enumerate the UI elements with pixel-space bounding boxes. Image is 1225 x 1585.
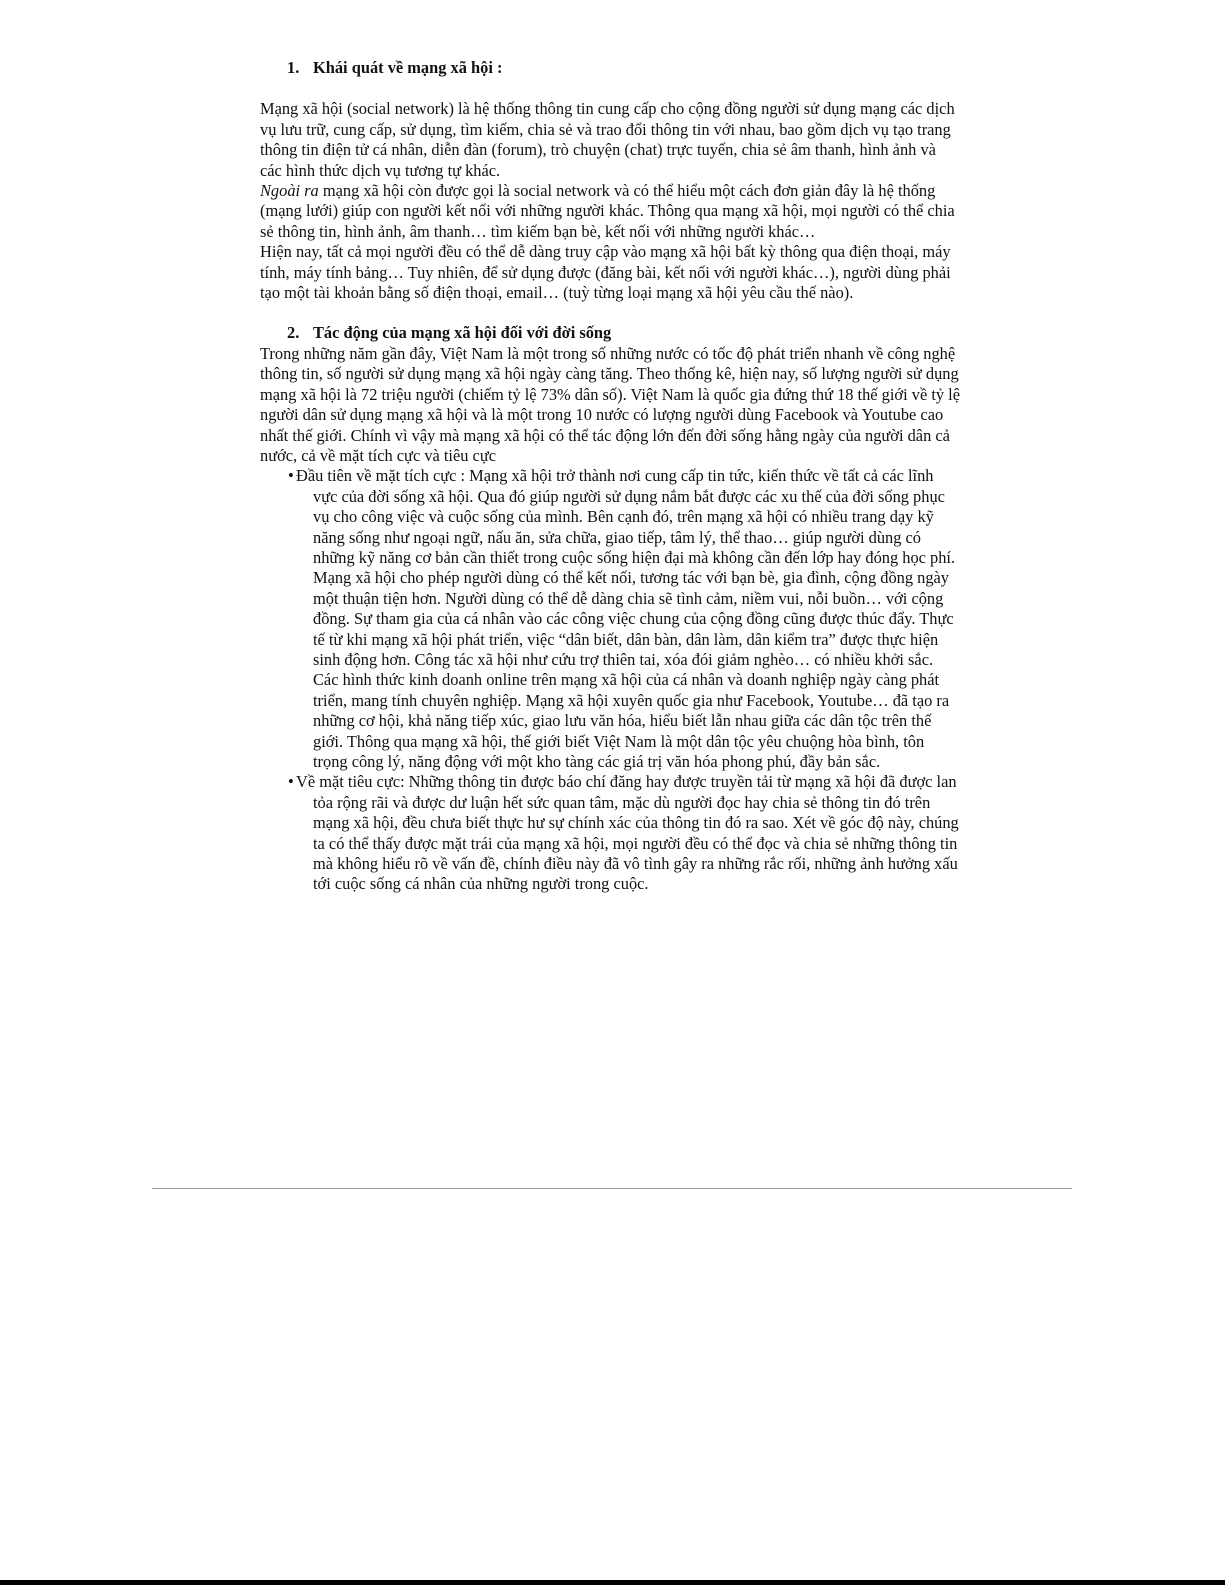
document-body — [260, 58, 960, 895]
section-number: 2. — [287, 323, 300, 343]
bottom-border — [0, 1580, 1225, 1585]
page-divider — [152, 1188, 1072, 1189]
section-title: Tác động của mạng xã hội đối với đời sống — [313, 323, 612, 343]
paragraph-impact-intro: Trong những năm gần đây, Việt Nam là một trong số những nước có tốc độ phát triển nhanh về công nghệ thông tin, số người sử dụng mạng xã hội ngày càng tăng. Theo thống kê, hiện nay, số lượng người sử dụng mạng xã hội là 72 triệu người (chiếm tỷ lệ 73% dân số). Việt Nam là quốc gia đứng thứ 18 thế giới về tỷ lệ người dân sử dụng mạng xã hội và là một trong 10 nước có lượng người dùng Facebook và Youtube cao nhất thế giới. Chính vì vậy mà mạng xã hội có thể tác động lớn đến đời sống hằng ngày của người dân cả nước, cả về mặt tích cực và tiêu cực — [260, 343, 960, 465]
section-heading-impact — [260, 323, 960, 343]
paragraph-text: mạng xã hội còn được gọi là social network và có thể hiểu một cách đơn giản đây là hệ thống (mạng lưới) giúp con người kết nối với những người khác. Thông qua mạng xã hội, mọi người có thể chia sẻ thông tin, hình ảnh, âm thanh… tìm kiếm bạn bè, kết nối với những người khác… — [260, 181, 955, 241]
italic-lead: Ngoài ra — [260, 181, 319, 201]
paragraph-access: Hiện nay, tất cả mọi người đều có thể dễ dàng truy cập vào mạng xã hội bất kỳ thông qua điện thoại, máy tính, máy tính bảng… Tuy nhiên, để sử dụng được (đăng bài, kết nối với người khác…), người dùng phải tạo một tài khoản bằng số điện thoại, email… (tuỳ từng loại mạng xã hội yêu cầu thế nào). — [260, 242, 951, 303]
paragraph-definition: Mạng xã hội (social network) là hệ thống thông tin cung cấp cho cộng đồng người sử dụng mạng các dịch vụ lưu trữ, cung cấp, sử dụng, tìm kiếm, chia sẻ và trao đổi thông tin với nhau, bao gồm dịch vụ tạo trang thông tin điện tử cá nhân, diễn đàn (forum), trò chuyện (chat) trực tuyến, chia sẻ âm thanh, hình ảnh và các hình thức dịch vụ tương tự khác. — [260, 99, 955, 180]
section-number: 1. — [287, 58, 300, 77]
section-title: Khái quát về mạng xã hội : — [313, 58, 503, 77]
section-heading-overview — [260, 58, 960, 78]
bullet-negative — [260, 772, 960, 894]
bullet-icon: • — [288, 772, 294, 792]
bullet-positive — [260, 466, 960, 772]
bullet-text: Đầu tiên về mặt tích cực : Mạng xã hội trở thành nơi cung cấp tin tức, kiến thức về tất cả các lĩnh vực của đời sống xã hội. Qua đó giúp người sử dụng nắm bắt được các xu thế của đời sống phục vụ cho công việc và cuộc sống của mình. Bên cạnh đó, trên mạng xã hội có nhiều trang dạy kỹ năng sống như ngoại ngữ, nấu ăn, sửa chữa, giao tiếp, tâm lý, thể thao… giúp người dùng có những kỹ năng cơ bản cần thiết trong cuộc sống hiện đại mà không cần đến lớp hay đóng học phí. Mạng xã hội cho phép người dùng có thể kết nối, tương tác với bạn bè, gia đình, cộng đồng ngày một thuận tiện hơn. Người dùng có thể dễ dàng chia sẽ tình cảm, niềm vui, nỗi buồn… với cộng đồng. Sự tham gia của cá nhân vào các công việc chung của cộng đồng cũng được thúc đẩy. Thực tế từ khi mạng xã hội phát triển, việc “dân biết, dân bàn, dân làm, dân kiểm tra” được thực hiện sinh động hơn. Công tác xã hội như cứu trợ thiên tai, xóa đói giảm nghèo… có nhiều khởi sắc. Các hình thức kinh doanh online trên mạng xã hội của cá nhân và doanh nghiệp ngày càng phát triển, mang tính chuyên nghiệp. Mạng xã hội xuyên quốc gia như Facebook, Youtube… đã tạo ra những cơ hội, khả năng tiếp xúc, giao lưu văn hóa, hiểu biết lẫn nhau giữa các dân tộc trên thế giới. Thông qua mạng xã hội, thế giới biết Việt Nam là một dân tộc yêu chuộng hòa bình, tôn trọng công lý, năng động với một kho tàng các giá trị văn hóa phong phú, đầy bản sắc. — [296, 466, 956, 771]
bullet-text: Về mặt tiêu cực: Những thông tin được báo chí đăng hay được truyền tải từ mạng xã hội đã được lan tỏa rộng rãi và được dư luận hết sức quan tâm, mặc dù người đọc hay chia sẻ thông tin đó trên mạng xã hội, đều chưa biết thực hư sự chính xác của thông tin đó ra sao. Xét về góc độ này, chúng ta có thể thấy được mặt trái của mạng xã hội, mọi người đều có thể đọc và chia sẻ những thông tin mà không hiểu rõ về vấn đề, chính điều này đã vô tình gây ra những rắc rối, những ảnh hưởng xấu tới cuộc sống cá nhân của những người trong cuộc. — [296, 772, 959, 894]
paragraph-other-name — [260, 181, 960, 242]
impact-bullet-list — [260, 466, 960, 895]
bullet-icon: • — [288, 466, 294, 486]
